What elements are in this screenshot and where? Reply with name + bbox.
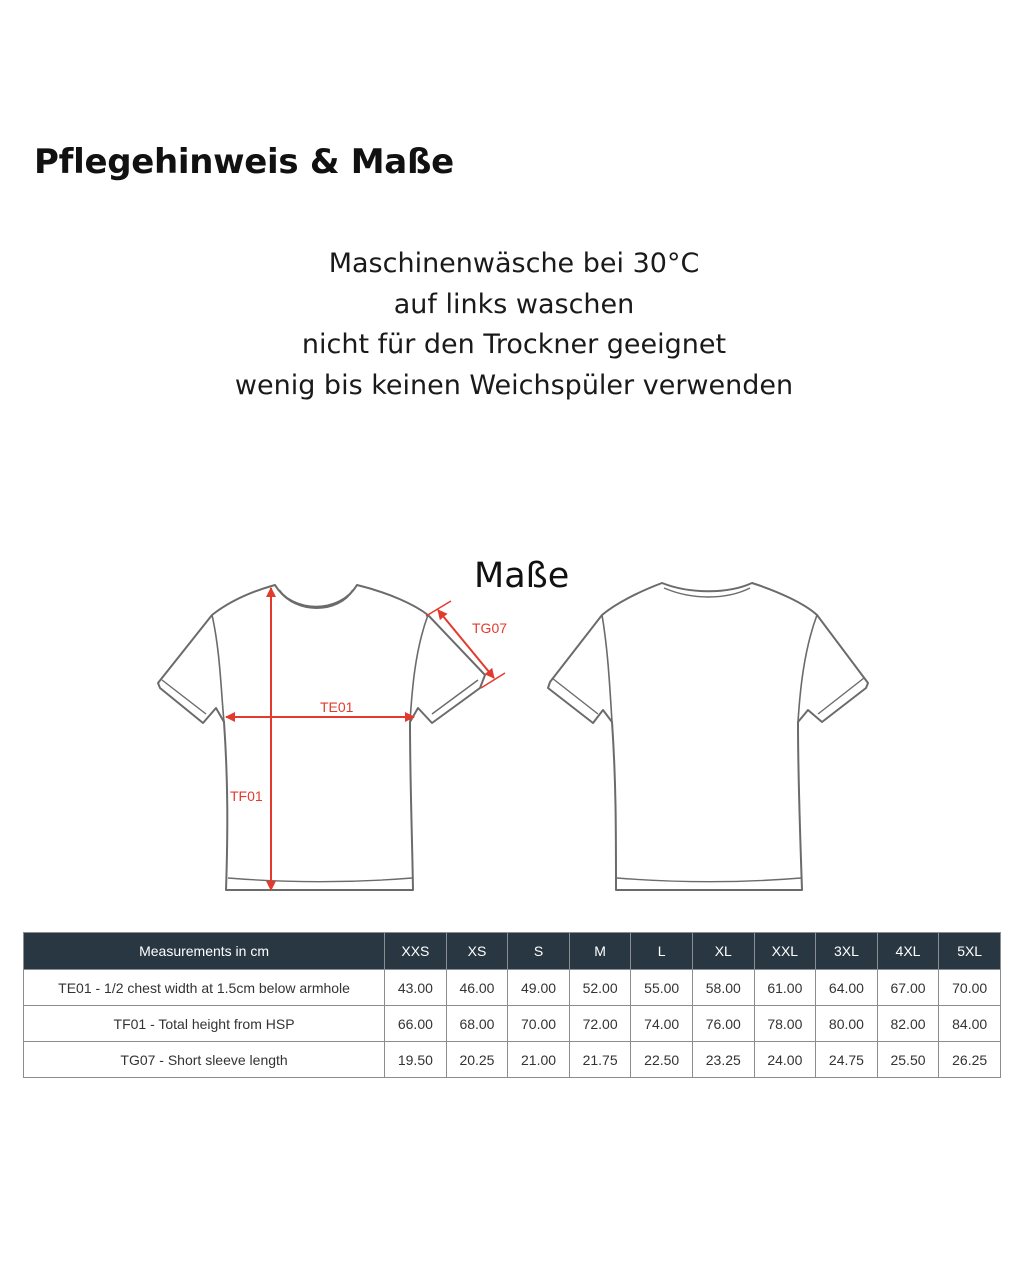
size-header-5xl: 5XL [939,933,1001,970]
size-table [23,932,1001,1078]
size-header-4xl: 4XL [877,933,939,970]
care-instructions [0,244,1024,406]
page-title: Pflegehinweis & Maße [34,142,454,182]
size-header-l: L [631,933,693,970]
table-cell: 58.00 [692,970,754,1006]
table-row [24,970,1001,1006]
table-cell: 72.00 [569,1006,631,1042]
tshirt-diagram [0,570,1024,910]
table-cell: 22.50 [631,1042,693,1078]
table-cell: 66.00 [385,1006,447,1042]
table-cell: 70.00 [939,970,1001,1006]
size-header-xxs: XXS [385,933,447,970]
table-cell: 52.00 [569,970,631,1006]
table-cell: 74.00 [631,1006,693,1042]
table-cell: 80.00 [816,1006,878,1042]
tshirt-back [548,583,868,890]
row-label-sleeve: TG07 - Short sleeve length [24,1042,385,1078]
table-cell: 67.00 [877,970,939,1006]
height-label: TF01 [230,788,263,804]
table-cell: 49.00 [508,970,570,1006]
table-cell: 55.00 [631,970,693,1006]
table-cell: 20.25 [446,1042,508,1078]
table-cell: 24.00 [754,1042,816,1078]
table-header-row [24,933,1001,970]
size-header-xl: XL [692,933,754,970]
table-cell: 84.00 [939,1006,1001,1042]
chest-label: TE01 [320,699,354,715]
tshirt-front [158,585,485,890]
table-cell: 64.00 [816,970,878,1006]
table-cell: 21.00 [508,1042,570,1078]
table-cell: 78.00 [754,1006,816,1042]
care-line-no-dryer: nicht für den Trockner geeignet [301,329,727,360]
table-cell: 82.00 [877,1006,939,1042]
table-cell: 23.25 [692,1042,754,1078]
size-header-xxl: XXL [754,933,816,970]
table-cell: 25.50 [877,1042,939,1078]
size-header-3xl: 3XL [816,933,878,970]
row-label-height: TF01 - Total height from HSP [24,1006,385,1042]
table-cell: 76.00 [692,1006,754,1042]
table-row [24,1006,1001,1042]
table-cell: 68.00 [446,1006,508,1042]
size-header-xs: XS [446,933,508,970]
table-cell: 21.75 [569,1042,631,1078]
table-row [24,1042,1001,1078]
table-cell: 46.00 [446,970,508,1006]
table-cell: 61.00 [754,970,816,1006]
sleeve-guide-top [426,601,451,616]
care-line-temperature: Maschinenwäsche bei 30°C [328,248,700,279]
table-cell: 70.00 [508,1006,570,1042]
size-header-s: S [508,933,570,970]
table-cell: 24.75 [816,1042,878,1078]
care-line-softener: wenig bis keinen Weichspüler verwenden [234,369,794,401]
table-cell: 26.25 [939,1042,1001,1078]
care-line-inside-out: auf links waschen [393,288,635,320]
size-header-m: M [569,933,631,970]
table-header-label: Measurements in cm [24,933,385,970]
sleeve-label: TG07 [472,620,508,636]
measurements-title: Maße [474,556,570,596]
table-cell: 43.00 [385,970,447,1006]
table-cell: 19.50 [385,1042,447,1078]
row-label-chest: TE01 - 1/2 chest width at 1.5cm below armhole [24,970,385,1006]
